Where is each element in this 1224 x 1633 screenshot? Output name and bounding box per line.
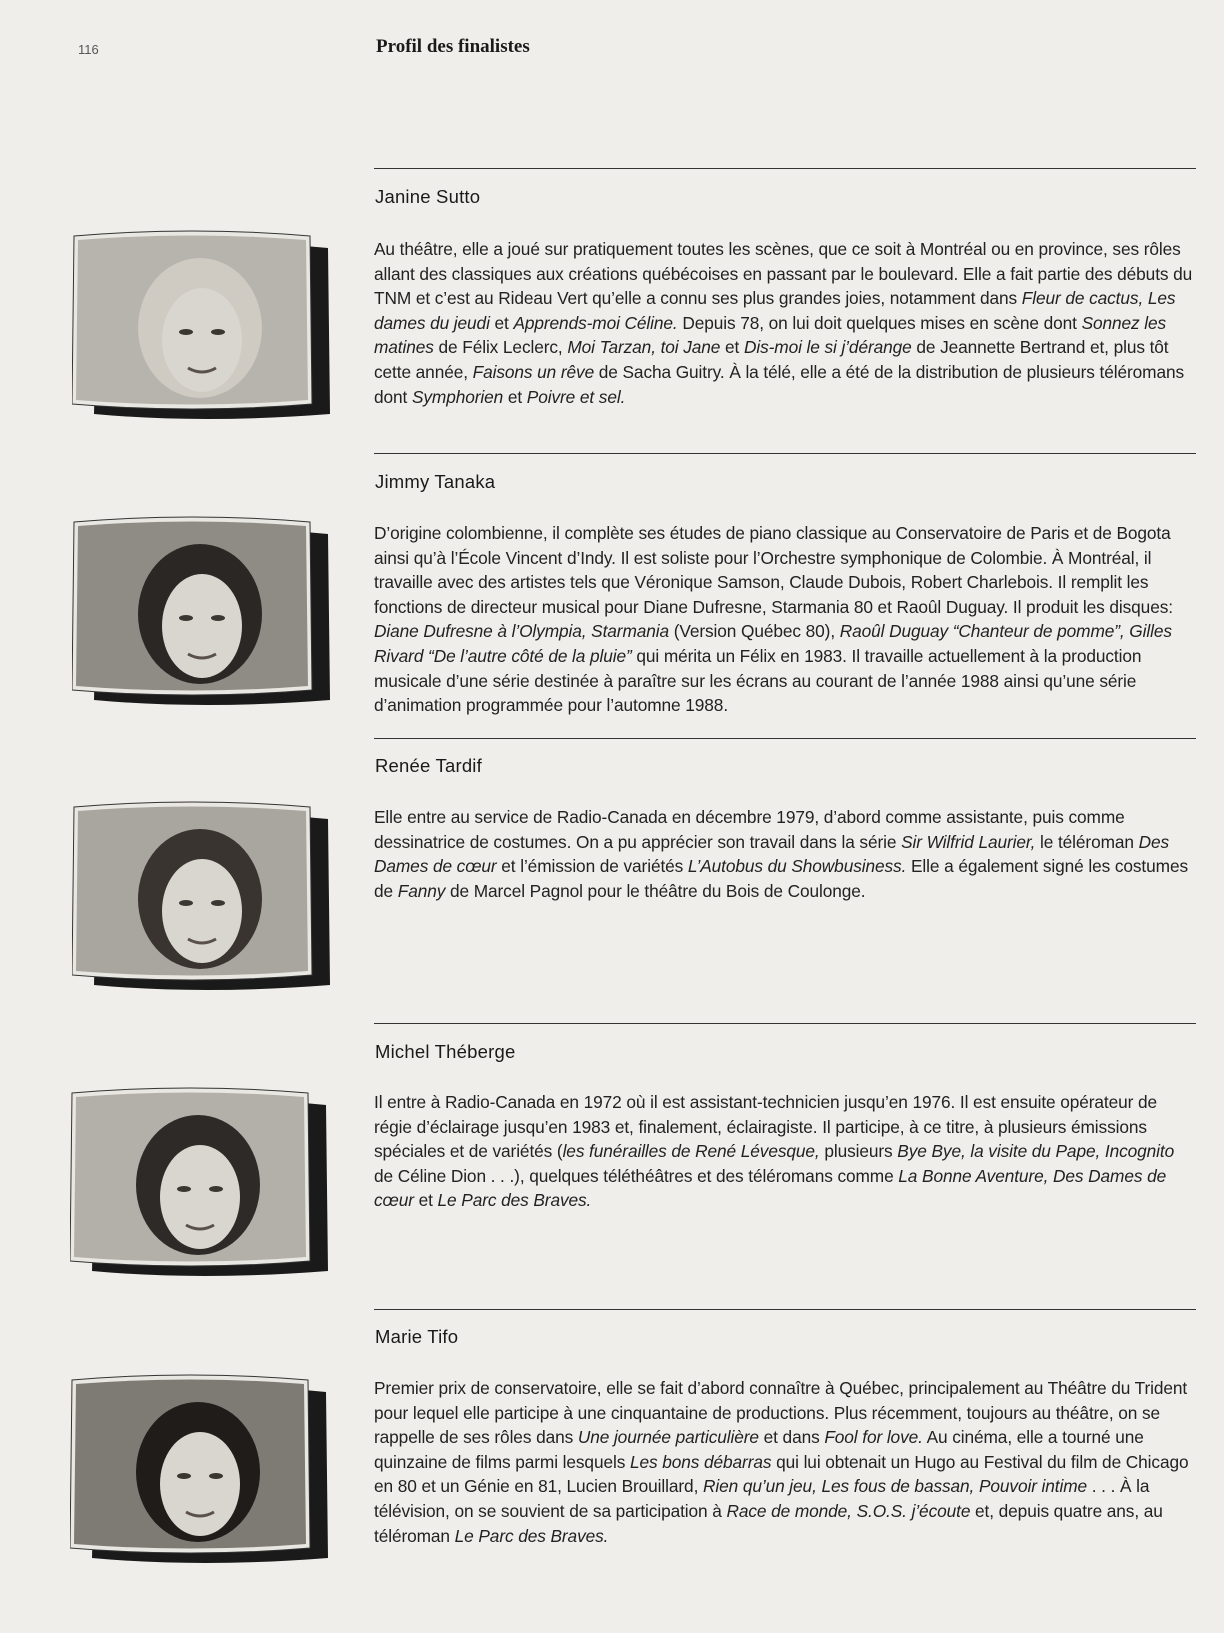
bio-text: Elle a également signé les costumes de [374,856,1188,901]
italic-title-text: Fool for love. [824,1427,923,1448]
portrait-photo [70,1085,330,1285]
bio-text: de Sacha Guitry. À la télé, elle a été de la distribution de plusieurs téléromans dont [374,361,1185,407]
italic-title-text: Raoûl Duguay “Chanteur de pomme”, Gilles Rivard “De l’autre côté de la pluie” [374,621,1172,666]
italic-title-text: Faisons un rêve [472,361,595,382]
bio-text: qui lui obtenait un Hugo au Festival du film de Chicago en 80 et un Génie en 81, Lucien Brouillard, [374,1451,1189,1497]
finalist-name: Michel Théberge [375,1041,516,1062]
divider [374,168,1196,169]
italic-title-text: Le Parc des Braves. [437,1190,592,1211]
italic-title-text: Sir Wilfrid Laurier, [901,831,1036,852]
bio-text: et dans [758,1427,825,1448]
italic-title-text: les funérailles de René Lévesque, [562,1141,820,1162]
divider [374,1023,1196,1024]
bio-text: et, depuis quatre ans, au téléroman [374,1500,1163,1546]
portrait-image [70,1085,330,1285]
bio-text: de Jeannette Bertrand et, plus tôt cette année, [374,337,1169,382]
bio-text: de Céline Dion . . .), quelques téléthéâtres et des téléromans comme [374,1165,899,1186]
bio-text: de Marcel Pagnol pour le théâtre du Bois de Coulonge. [445,880,866,901]
portrait-image [72,514,332,714]
bio-text: Depuis 78, on lui doit quelques mises en scène dont [677,312,1082,333]
italic-title-text: Dis-moi le si j’dérange [743,337,912,358]
italic-title-text: L’Autobus du Showbusiness. [687,856,907,877]
italic-title-text: Le Parc des Braves. [454,1525,609,1546]
italic-title-text: Fleur de cactus, Les dames du jeudi [374,288,1176,333]
italic-title-text: Sonnez les matines [374,312,1167,358]
portrait-photo [72,514,332,714]
finalist-name: Jimmy Tanaka [375,471,496,492]
page-title: Profil des finalistes [376,36,530,57]
finalist-name: Renée Tardif [375,755,482,776]
bio-text: Au théâtre, elle a joué sur pratiquement toutes les scènes, que ce soit à Montréal ou en province, ses rôles allant des classiques aux créations québécoises en passant par le boulevard. Elle a fait partie des débuts du TNM et c’est au Rideau Vert qu’elle a connu ses plus grandes joies, notamment dans [374,239,1193,309]
bio-text: Il entre à Radio-Canada en 1972 où il est assistant-technicien jusqu’en 1976. Il est ensuite opérateur de régie d’éclairage jusqu’en 1983 et, finalement, éclairagiste. Il participe, à ce titre, à plusieurs émissions spéciales et de variétés ( [374,1092,1158,1162]
divider [374,453,1196,454]
portrait-photo [70,1372,330,1572]
italic-title-text: Race de monde, S.O.S. j’écoute [726,1500,971,1521]
bio-text: et [413,1190,438,1211]
italic-title-text: Rien qu’un jeu, Les fous de bassan, Pouvoir intime [702,1476,1088,1497]
italic-title-text: Des Dames de cœur [374,831,1170,877]
finalist-bio [374,1376,1194,1548]
bio-text: Premier prix de conservatoire, elle se fait d’abord connaître à Québec, principalement au Théâtre du Trident pour lequel elle participe à une cinquantaine de productions. Plus récemment, toujours au théâtre, on se rappelle de ses rôles dans [374,1378,1188,1448]
finalist-name: Marie Tifo [375,1326,459,1347]
italic-title-text: La Bonne Aventure, Des Dames de cœur [374,1165,1167,1211]
portrait-photo [72,799,332,999]
bio-text: . . . À la télévision, on se souvient de sa participation à [374,1476,1150,1521]
italic-title-text: Une journée particulière [577,1427,759,1448]
bio-text: et l’émission de variétés [496,856,688,877]
finalist-bio [374,805,1194,903]
italic-title-text: Moi Tarzan, toi Jane [567,337,721,358]
bio-text: le téléroman [1035,831,1139,852]
bio-text: Au cinéma, elle a tourné une quinzaine de films parmi lesquels [374,1427,1144,1472]
portrait-image [70,1372,330,1572]
portrait-photo [72,228,332,428]
bio-text: et [720,337,744,358]
bio-text: et [503,386,527,407]
divider [374,1309,1196,1310]
divider [374,738,1196,739]
finalist-name: Janine Sutto [375,186,481,207]
portrait-image [72,799,332,999]
bio-text: (Version Québec 80), [669,621,840,642]
finalist-bio [374,1090,1194,1213]
bio-text: D’origine colombienne, il complète ses études de piano classique au Conservatoire de Paris et de Bogota ainsi qu’à l’École Vincent d’Indy. Il est soliste pour l’Orchestre symphonique de Colombie. À Montréal, il travaille avec des artistes tels que Véronique Samson, Claude Dubois, Robert Charlebois. Il remplit les fonctions de directeur musical pour Diane Dufresne, Starmania 80 et Raoûl Duguay. Il produit les disques: [374,523,1173,617]
italic-title-text: Poivre et sel. [526,386,626,407]
italic-title-text: Symphorien [411,386,504,407]
italic-title-text: Les bons débarras [629,1451,772,1472]
page-number: 116 [78,42,99,57]
portrait-image [72,228,332,428]
bio-text: de Félix Leclerc, [433,337,568,358]
bio-text: plusieurs [819,1141,898,1162]
italic-title-text: Bye Bye, la visite du Pape, Incognito [897,1141,1175,1162]
bio-text: et [489,312,514,333]
italic-title-text: Fanny [397,880,446,901]
finalist-bio [374,237,1194,409]
italic-title-text: Diane Dufresne à l’Olympia, Starmania [374,621,670,642]
finalist-bio [374,521,1194,718]
bio-text: qui mérita un Félix en 1983. Il travaille actuellement à la production musicale d’une série destinée à paraître sur les écrans au courant de l’année 1988 ainsi qu’une série d’animation programmée pour l’automne 1988. [374,645,1142,716]
bio-text: Elle entre au service de Radio-Canada en décembre 1979, d’abord comme assistante, puis comme dessinatrice de costumes. On a pu apprécier son travail dans la série [374,807,1125,852]
italic-title-text: Apprends-moi Céline. [513,312,678,333]
